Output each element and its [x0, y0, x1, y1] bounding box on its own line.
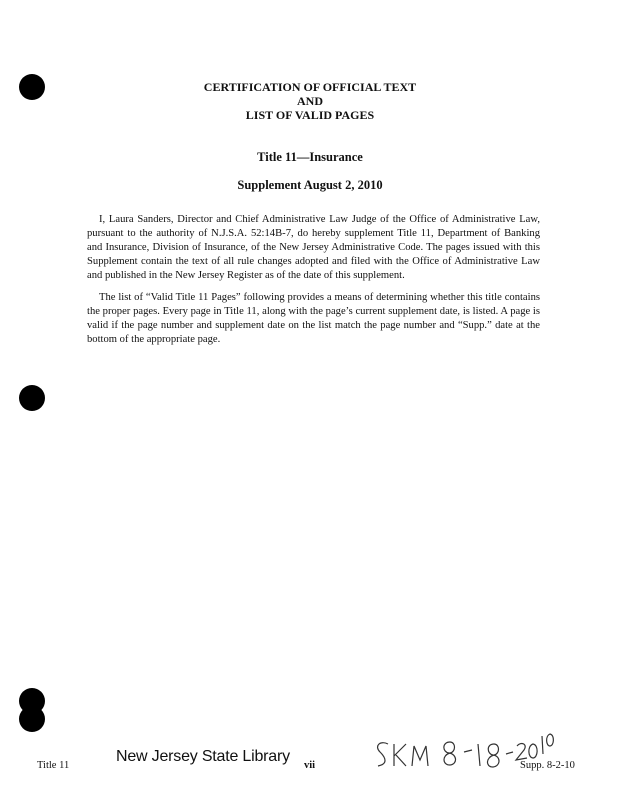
- certification-body: [87, 213, 540, 355]
- heading-line-3: LIST OF VALID PAGES: [245, 108, 375, 122]
- footer-supplement: Supp. 8-2-10: [520, 760, 575, 771]
- handwritten-signature: [370, 732, 555, 780]
- heading-line-1: CERTIFICATION OF OFFICIAL TEXT: [203, 80, 417, 94]
- punch-hole: [19, 385, 45, 411]
- library-stamp: New Jersey State Library: [116, 748, 290, 765]
- supplement-date: Supplement August 2, 2010: [237, 178, 383, 192]
- paragraph: The list of “Valid Title 11 Pages” following provides a means of determining whether this title contains the proper pages. Every page in Title 11, along with the page’s current supplement date, is listed. A page is valid if the page number and supplement date on the list match the page number and “Supp.” date at the bottom of the appropriate page.: [87, 292, 540, 345]
- heading-line-2: AND: [297, 94, 323, 108]
- title-subtitle: Title 11—Insurance: [257, 150, 363, 164]
- punch-hole: [19, 74, 45, 100]
- document-heading: [150, 80, 470, 122]
- punch-hole: [19, 706, 45, 732]
- paragraph: I, Laura Sanders, Director and Chief Administrative Law Judge of the Office of Administrative Law, pursuant to the authority of N.J.S.A. 52:14B-7, do hereby supplement Title 11, Department of Banking and Insurance, Division of Insurance, of the New Jersey Administrative Code. The pages issued with this Supplement contain the text of all rule changes adopted and filed with the Office of Administrative Law and published in the New Jersey Register as of the date of this supplement.: [87, 214, 540, 281]
- page-number: vii: [304, 760, 316, 771]
- footer-title: Title 11: [37, 760, 70, 771]
